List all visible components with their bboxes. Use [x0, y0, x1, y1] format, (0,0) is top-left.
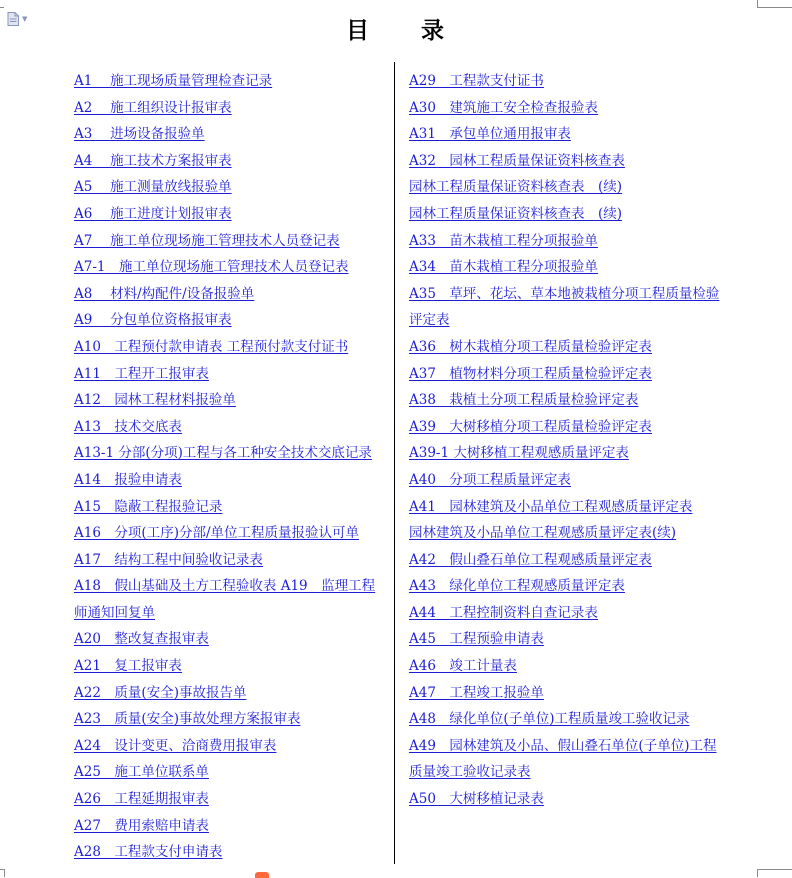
title-left-char: 目 [346, 18, 371, 44]
toc-entry-link[interactable]: A13-1 分部(分项)工程与各工种安全技术交底记录 [74, 445, 372, 462]
title-right-char: 录 [421, 18, 446, 44]
toc-entry-link[interactable]: A36 树木栽植分项工程质量检验评定表 [409, 338, 652, 355]
toc-entry-link[interactable]: A49 园林建筑及小品、假山叠石单位(子单位)工程质量竣工验收记录表 [409, 737, 717, 781]
toc-entry-link[interactable]: A41 园林建筑及小品单位工程观感质量评定表 [409, 498, 693, 515]
toc-entry-link[interactable]: A7-1 施工单位现场施工管理技术人员登记表 [74, 259, 349, 276]
toc-entry-link[interactable]: A46 竣工计量表 [409, 658, 517, 675]
column-divider [394, 62, 395, 864]
toc-entry-link[interactable]: A33 苗木栽植工程分项报验单 [409, 232, 598, 249]
toc-entry-link[interactable]: A23 质量(安全)事故处理方案报审表 [74, 711, 301, 728]
toc-entry-link[interactable]: A28 工程款支付申请表 [74, 844, 223, 861]
toc-entry-link[interactable]: A43 绿化单位工程观感质量评定表 [409, 578, 625, 595]
page-corner-mark [757, 869, 758, 877]
toc-entry-link[interactable]: A12 园林工程材料报验单 [74, 392, 236, 409]
toc-entry-link[interactable]: A16 分项(工序)分部/单位工程质量报验认可单 [74, 525, 360, 542]
chevron-down-icon[interactable]: ▼ [22, 15, 28, 23]
page-corner-mark [0, 7, 4, 8]
toc-entry-link[interactable]: A1 施工现场质量管理检查记录 [74, 73, 273, 89]
page-corner-mark [758, 7, 792, 8]
toc-entry-link[interactable]: A24 设计变更、洽商费用报审表 [74, 737, 277, 754]
toc-entry-link[interactable]: A8 材料/构配件/设备报验单 [74, 285, 255, 302]
toc-entry-link[interactable]: A26 工程延期报审表 [74, 791, 209, 808]
toc-entry-link[interactable]: A11 工程开工报审表 [74, 365, 209, 382]
page-corner-mark [757, 0, 758, 8]
page-corner-mark [758, 869, 792, 870]
toc-entry-link[interactable]: 园林工程质量保证资料核查表 (续) [409, 205, 623, 222]
toc-entry-link[interactable]: A9 分包单位资格报审表 [74, 312, 232, 329]
toc-entry-link[interactable]: 园林建筑及小品单位工程观感质量评定表(续) [409, 525, 677, 542]
toc-entry-link[interactable]: A5 施工测量放线报验单 [74, 179, 232, 196]
toc-entry-link[interactable]: A50 大树移植记录表 [409, 791, 544, 808]
toc-entry-link[interactable]: A18 假山基础及土方工程验收表 A19 监理工程师通知回复单 [74, 578, 376, 621]
toc-entry-link[interactable]: A42 假山叠石单位工程观感质量评定表 [409, 551, 652, 568]
toc-entry-link[interactable]: A39 大树移植分项工程质量检验评定表 [409, 418, 652, 435]
toc-entry-link[interactable]: A47 工程竣工报验单 [409, 684, 544, 701]
toc-entry-link[interactable]: A48 绿化单位(子单位)工程质量竣工验收记录 [409, 711, 690, 728]
toc-entry-link[interactable]: A2 施工组织设计报审表 [74, 99, 232, 116]
toc-entry-link[interactable]: A35 草坪、花坛、草本地被栽植分项工程质量检验评定表 [409, 285, 720, 329]
toc-entry-link[interactable]: A15 隐蔽工程报验记录 [74, 498, 223, 515]
toc-entry-link[interactable]: 园林工程质量保证资料核查表 (续) [409, 179, 623, 196]
toc-entry-link[interactable]: A22 质量(安全)事故报告单 [74, 684, 247, 701]
page-title [0, 12, 792, 45]
toc-entry-link[interactable]: A37 植物材料分项工程质量检验评定表 [409, 365, 652, 382]
toc-entry-link[interactable]: A38 栽植土分项工程质量检验评定表 [409, 392, 639, 409]
toc-entry-link[interactable]: A40 分项工程质量评定表 [409, 471, 571, 488]
toc-entry-link[interactable]: A44 工程控制资料自查记录表 [409, 604, 598, 621]
toc-entry-link[interactable]: A25 施工单位联系单 [74, 764, 209, 781]
toc-entry-link[interactable]: A29 工程款支付证书 [409, 73, 544, 89]
toc-entry-link[interactable]: A17 结构工程中间验收记录表 [74, 551, 263, 568]
toc-entry-link[interactable]: A34 苗木栽植工程分项报验单 [409, 259, 598, 276]
toc-entry-link[interactable]: A13 技术交底表 [74, 418, 182, 435]
toc-entry-link[interactable]: A4 施工技术方案报审表 [74, 152, 232, 169]
toc-entry-link[interactable]: A20 整改复查报审表 [74, 631, 209, 648]
toc-entry-link[interactable]: A6 施工进度计划报审表 [74, 205, 232, 222]
toc-entry-link[interactable]: A45 工程预验申请表 [409, 631, 544, 648]
toc-right-column [409, 68, 724, 813]
toc-entry-link[interactable]: A21 复工报审表 [74, 658, 182, 675]
cursor-pen-icon [255, 872, 269, 878]
toc-entry-link[interactable]: A31 承包单位通用报审表 [409, 126, 571, 143]
toc-entry-link[interactable]: A27 费用索赔申请表 [74, 817, 209, 834]
toc-left-column [74, 68, 386, 866]
toc-entry-link[interactable]: A3 进场设备报验单 [74, 126, 205, 143]
toc-entry-link[interactable]: A7 施工单位现场施工管理技术人员登记表 [74, 232, 340, 249]
toc-entry-link[interactable]: A10 工程预付款申请表 工程预付款支付证书 [74, 338, 349, 355]
page-corner-mark [4, 869, 5, 877]
toc-entry-link[interactable]: A14 报验申请表 [74, 471, 182, 488]
toc-entry-link[interactable]: A39-1 大树移植工程观感质量评定表 [409, 445, 629, 462]
toc-entry-link[interactable]: A32 园林工程质量保证资料核查表 [409, 152, 625, 169]
toc-entry-link[interactable]: A30 建筑施工安全检查报验表 [409, 99, 598, 116]
